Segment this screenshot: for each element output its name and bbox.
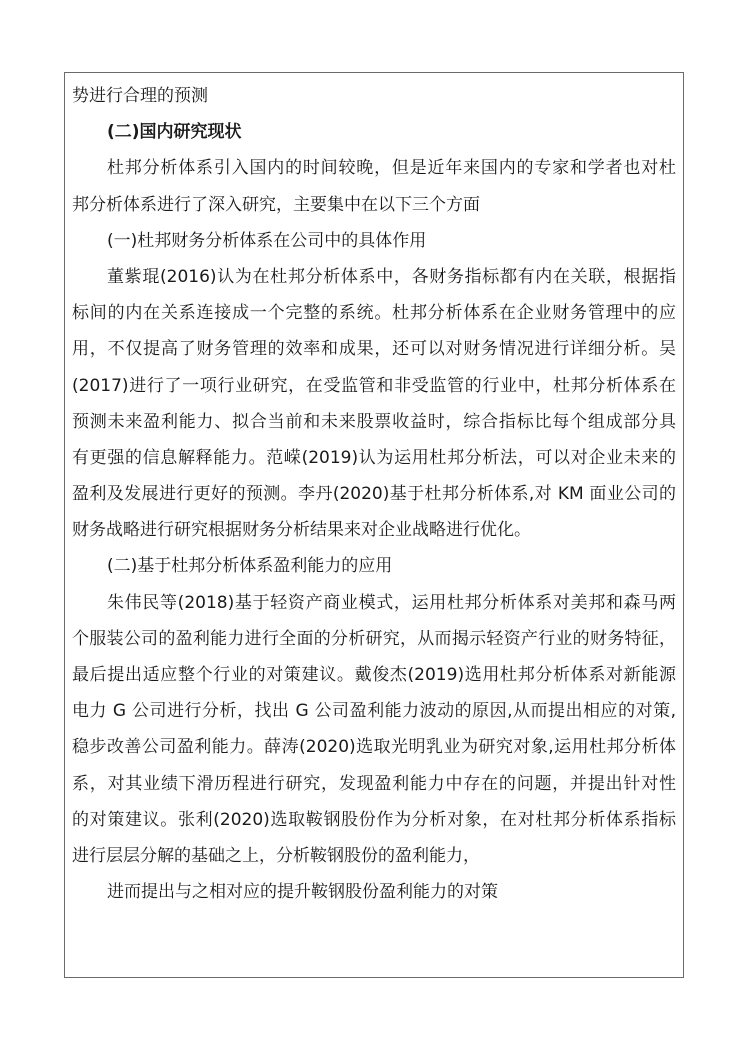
document-body [72,78,676,910]
body-line: 稳步改善公司盈利能力。薛涛(2020)选取光明乳业为研究对象,运用杜邦分析体 [72,737,676,758]
body-line: 势进行合理的预测 [72,86,208,106]
body-line: 标间的内在关系连接成一个完整的系统。杜邦分析体系在企业财务管理中的应 [72,303,676,324]
body-line: 的对策建议。张利(2020)选取鞍钢股份作为分析对象，在对杜邦分析体系指标 [72,809,676,830]
body-line: 预测未来盈利能力、拟合当前和未来股票收益时，综合指标比每个组成部分具 [72,411,676,432]
body-line: 电力 G 公司进行分析，找出 G 公司盈利能力波动的原因,从而提出相应的对策, [72,701,676,722]
subsection-heading: (二)基于杜邦分析体系盈利能力的应用 [107,556,393,577]
body-line: (2017)进行了一项行业研究，在受监管和非受监管的行业中，杜邦分析体系在 [72,375,676,396]
body-line: 系，对其业绩下滑历程进行研究，发现盈利能力中存在的问题，并提出针对性 [72,773,676,794]
body-line: 财务战略进行研究根据财务分析结果来对企业战略进行优化。 [72,520,531,541]
body-line: 最后提出适应整个行业的对策建议。戴俊杰(2019)选用杜邦分析体系对新能源 [72,665,676,685]
body-line: 杜邦分析体系引入国内的时间较晚，但是近年来国内的专家和学者也对杜 [107,158,676,179]
body-line: 进行层层分解的基础之上，分析鞍钢股份的盈利能力， [72,845,480,866]
body-line: 朱伟民等(2018)基于轻资产商业模式，运用杜邦分析体系对美邦和森马两 [107,592,676,613]
body-line: 进而提出与之相对应的提升鞍钢股份盈利能力的对策 [107,882,498,903]
body-line: 董紫琨(2016)认为在杜邦分析体系中，各财务指标都有内在关联，根据指 [107,266,676,287]
body-line: 有更强的信息解释能力。范嵘(2019)认为运用杜邦分析法，可以对企业未来的 [72,447,676,468]
section-heading: (二)国内研究现状 [107,122,242,143]
body-line: 用，不仅提高了财务管理的效率和成果，还可以对财务情况进行详细分析。吴 [72,339,676,360]
subsection-heading: (一)杜邦财务分析体系在公司中的具体作用 [107,230,427,251]
body-line: 盈利及发展进行更好的预测。李丹(2020)基于杜邦分析体系,对 KM 面业公司的 [72,484,676,505]
body-line: 个服装公司的盈利能力进行全面的分析研究，从而揭示轻资产行业的财务特征， [72,628,676,649]
body-line: 邦分析体系进行了深入研究，主要集中在以下三个方面 [72,194,480,215]
